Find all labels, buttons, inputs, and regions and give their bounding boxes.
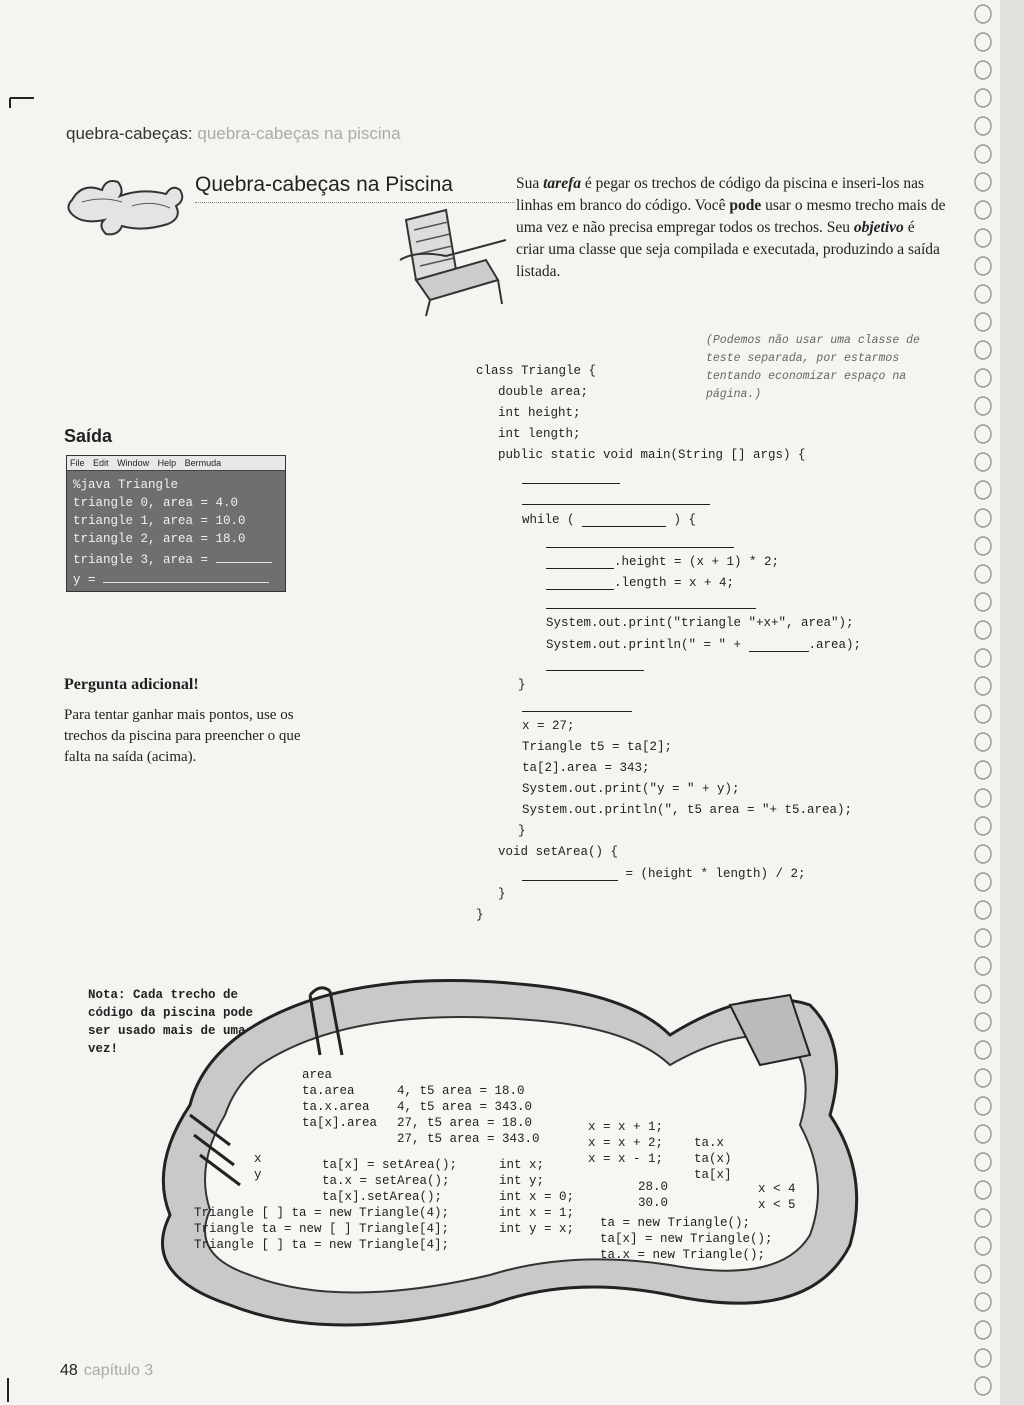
binder-ring [975, 873, 991, 891]
code-line: System.out.print("y = " + y); [522, 782, 740, 796]
code-line: } [518, 824, 526, 838]
section-header [66, 124, 401, 144]
pool-chair-icon [386, 200, 516, 320]
code-blank [546, 554, 614, 569]
terminal-text: y = [73, 573, 104, 587]
code-line: int length; [498, 427, 581, 441]
binder-ring [975, 1069, 991, 1087]
code-token: .height = (x + 1) * 2; [614, 555, 780, 569]
pool-snippet: int y = x; [499, 1222, 575, 1236]
binder-ring [975, 341, 991, 359]
code-line [546, 575, 734, 590]
pool-snippet: ta(x) [694, 1152, 732, 1166]
pool-snippet: int x = 1; [499, 1206, 575, 1220]
instructions-part: Sua [516, 175, 544, 192]
code-token: System.out.println(" = " + [546, 638, 749, 652]
binder-ring [975, 33, 991, 51]
pool-snippet: int x = 0; [499, 1190, 575, 1204]
terminal-menubar [67, 456, 285, 471]
chapter-label: capítulo 3 [83, 1362, 154, 1379]
binder-ring [975, 985, 991, 1003]
terminal-window [66, 455, 286, 592]
pool-snippet: Triangle [ ] ta = new Triangle(4); [194, 1206, 450, 1220]
terminal-line [73, 550, 272, 567]
binder-ring [975, 677, 991, 695]
pool-snippet: ta.x [694, 1136, 725, 1150]
code-blank [546, 607, 756, 609]
pool-snippet: x < 4 [758, 1182, 796, 1196]
binder-ring [975, 117, 991, 135]
instructions-emphasis-tarefa: tarefa [543, 175, 582, 192]
menu-help[interactable]: Help [157, 458, 177, 468]
pool-snippet: x = x - 1; [588, 1152, 664, 1166]
code-token: .area); [808, 638, 862, 652]
puzzle-title: Quebra-cabeças na Piscina [195, 173, 453, 196]
binder-ring [975, 257, 991, 275]
terminal-line [73, 570, 269, 587]
binder-ring [975, 593, 991, 611]
menu-file[interactable]: File [70, 458, 85, 468]
binder-ring [975, 201, 991, 219]
code-line: void setArea() { [498, 845, 619, 859]
terminal-line: %java Triangle [73, 478, 179, 492]
code-blank [522, 503, 710, 505]
terminal-blank [216, 550, 272, 563]
binder-ring [975, 789, 991, 807]
puzzle-piece-icon [62, 172, 192, 242]
pool-snippet: 27, t5 area = 343.0 [397, 1132, 540, 1146]
section-label: quebra-cabeças: [66, 124, 193, 143]
corner-mark-bottom [4, 1378, 24, 1405]
pool-snippet: 30.0 [638, 1196, 669, 1210]
binder-ring [975, 761, 991, 779]
pool-snippet: ta.x = new Triangle(); [600, 1248, 766, 1262]
pool-snippet: 27, t5 area = 18.0 [397, 1116, 533, 1130]
bonus-title: Pergunta adicional! [64, 676, 199, 693]
binder-ring [975, 173, 991, 191]
instructions-part: é pegar os trechos de código da piscina e inseri-los nas linhas em branco do código. Você [516, 175, 925, 214]
code-line: ta[2].area = 343; [522, 761, 650, 775]
binder-rings [950, 0, 1024, 1405]
code-line [546, 637, 861, 652]
binder-ring [975, 565, 991, 583]
instructions-text [516, 173, 946, 283]
pool-snippet: 28.0 [638, 1180, 669, 1194]
page-number: 48 [60, 1362, 78, 1379]
binder-ring [975, 537, 991, 555]
pool-snippet: x = x + 2; [588, 1136, 664, 1150]
binder-ring [975, 1153, 991, 1171]
pool-snippet: x [254, 1152, 262, 1166]
binder-ring [975, 1377, 991, 1395]
pool-snippet: ta[x].setArea(); [322, 1190, 443, 1204]
bottom-note: Nota: Cada trecho de código da piscina pode ser usado mais de uma vez! [88, 988, 254, 1056]
pool-snippet: ta[x] [694, 1168, 732, 1182]
code-line: } [498, 887, 506, 901]
code-blank [522, 710, 632, 712]
binder-ring [975, 285, 991, 303]
binder-ring [975, 1209, 991, 1227]
binder-ring [975, 1265, 991, 1283]
pool-snippet: ta.x = setArea(); [322, 1174, 450, 1188]
code-line: Triangle t5 = ta[2]; [522, 740, 673, 754]
menu-bermuda[interactable]: Bermuda [184, 458, 222, 468]
terminal-blank [103, 570, 269, 583]
pool-snippet: Triangle ta = new [ ] Triangle[4]; [194, 1222, 450, 1236]
instructions-emphasis-pode: pode [729, 197, 762, 214]
binder-ring [975, 649, 991, 667]
binder-ring [975, 705, 991, 723]
binder-ring [975, 1237, 991, 1255]
menu-window[interactable]: Window [117, 458, 150, 468]
terminal-line: triangle 0, area = 4.0 [73, 496, 239, 510]
pool-snippet: 4, t5 area = 18.0 [397, 1084, 525, 1098]
code-blank [522, 482, 620, 484]
code-line [522, 512, 696, 527]
binder-ring [975, 61, 991, 79]
pool-snippet: int x; [499, 1158, 545, 1172]
binder-ring [975, 621, 991, 639]
binder-ring [975, 929, 991, 947]
binder-ring [975, 1013, 991, 1031]
code-line: } [518, 678, 526, 692]
binder-ring [975, 1041, 991, 1059]
code-blank [522, 866, 618, 881]
page-footer [60, 1362, 153, 1380]
menu-edit[interactable]: Edit [93, 458, 109, 468]
code-blank [546, 546, 734, 548]
binder-ring [975, 397, 991, 415]
corner-mark [8, 96, 38, 116]
code-line: System.out.println(", t5 area = "+ t5.area); [522, 803, 853, 817]
pool-snippet: ta = new Triangle(); [600, 1216, 751, 1230]
pool-snippet: x = x + 1; [588, 1120, 664, 1134]
binder-ring [975, 509, 991, 527]
code-token: while ( [522, 513, 583, 527]
binder-ring [975, 1293, 991, 1311]
pool-snippet: area [302, 1068, 333, 1082]
binder-ring [975, 733, 991, 751]
code-token: ) { [666, 513, 697, 527]
binder-ring [975, 845, 991, 863]
code-line: System.out.print("triangle "+x+", area"); [546, 616, 854, 630]
binder-ring [975, 1349, 991, 1367]
binder-ring [975, 453, 991, 471]
binder-ring [975, 5, 991, 23]
binder-ring [975, 481, 991, 499]
pool-snippet: ta.area [302, 1084, 355, 1098]
pool-snippet: ta[x] = new Triangle(); [600, 1232, 773, 1246]
code-line [522, 866, 806, 881]
code-line [546, 554, 779, 569]
code-blank [749, 637, 809, 652]
code-blank [546, 575, 614, 590]
pool-snippet: Triangle [ ] ta = new Triangle[4]; [194, 1238, 450, 1252]
code-blank [582, 512, 666, 527]
side-note: (Podemos não usar uma classe de teste separada, por estarmos tentando economizar espaço na página.) [706, 334, 920, 401]
pool-snippet: x < 5 [758, 1198, 796, 1212]
binder-ring [975, 1125, 991, 1143]
code-token: = (height * length) / 2; [618, 867, 806, 881]
binder-ring [975, 1321, 991, 1339]
pool-snippet: 4, t5 area = 343.0 [397, 1100, 533, 1114]
code-line: } [476, 908, 484, 922]
binder-ring [975, 957, 991, 975]
terminal-line: triangle 1, area = 10.0 [73, 514, 246, 528]
terminal-line: triangle 2, area = 18.0 [73, 532, 246, 546]
instructions-part: usar o mesmo trecho mais de uma vez e não precisa empregar todos os trechos. Seu [516, 197, 946, 236]
instructions-emphasis-objetivo: objetivo [853, 219, 904, 236]
binder-ring [975, 229, 991, 247]
binder-ring [975, 1181, 991, 1199]
pool-snippet: ta[x].area [302, 1116, 378, 1130]
binder-ring [975, 313, 991, 331]
terminal-text: triangle 3, area = [73, 553, 216, 567]
code-line: double area; [498, 385, 589, 399]
code-line: public static void main(String [] args) { [498, 448, 806, 462]
binder-ring [975, 1097, 991, 1115]
binder-ring [975, 369, 991, 387]
pool-snippet: y [254, 1168, 262, 1182]
code-line: x = 27; [522, 719, 575, 733]
code-token: .length = x + 4; [614, 576, 735, 590]
binder-ring [975, 89, 991, 107]
binder-ring [975, 145, 991, 163]
binder-ring [975, 901, 991, 919]
output-title: Saída [64, 426, 113, 446]
pool-snippet: int y; [499, 1174, 545, 1188]
code-line: int height; [498, 406, 581, 420]
binder-ring [975, 425, 991, 443]
pool-snippet: ta.x.area [302, 1100, 370, 1114]
instructions-part: é criar uma classe que seja compilada e executada, produzindo a saída listada. [516, 219, 940, 280]
code-blank [546, 669, 644, 671]
pool-snippet: ta[x] = setArea(); [322, 1158, 458, 1172]
code-line: class Triangle { [476, 364, 597, 378]
bonus-text: Para tentar ganhar mais pontos, use os trechos da piscina para preencher o que falta na saída (acima). [64, 707, 301, 765]
binder-ring [975, 817, 991, 835]
subsection-label: quebra-cabeças na piscina [197, 124, 401, 143]
